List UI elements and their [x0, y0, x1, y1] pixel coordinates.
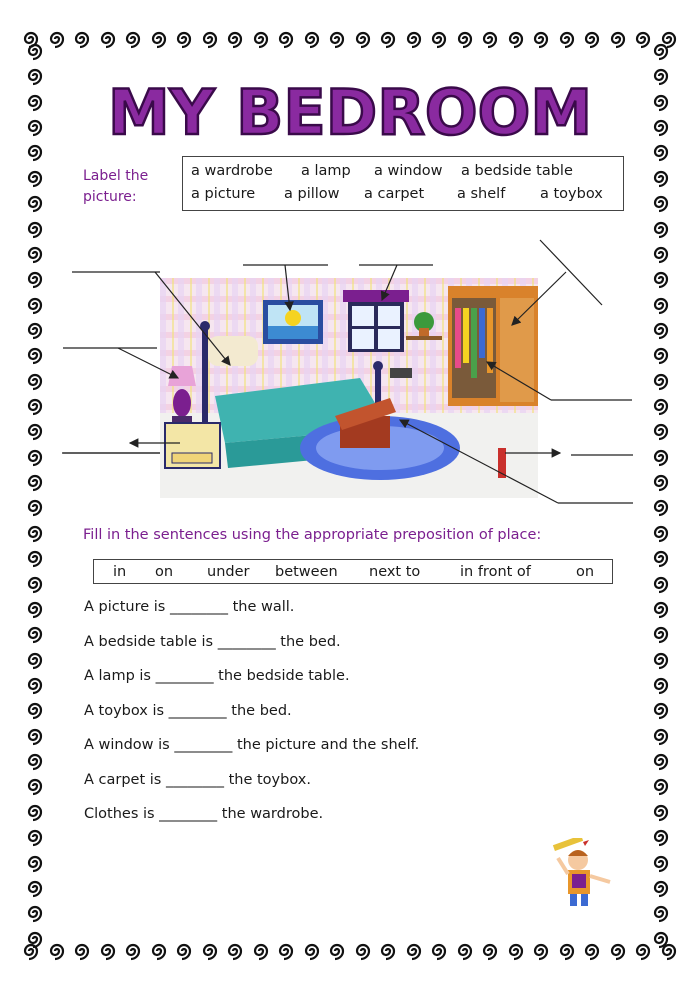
border-swirl-icon: [403, 28, 425, 54]
wall-picture: [263, 300, 323, 344]
page-border-left: [24, 40, 50, 950]
border-swirl-icon: [650, 218, 676, 240]
border-swirl-icon: [650, 852, 676, 874]
border-swirl-icon: [454, 28, 476, 54]
border-swirl-icon: [650, 471, 676, 493]
border-swirl-icon: [650, 420, 676, 442]
word-item: a wardrobe: [191, 163, 273, 179]
bedroom-illustration: [160, 278, 538, 498]
border-swirl-icon: [24, 40, 50, 62]
border-swirl-icon: [650, 598, 676, 620]
border-swirl-icon: [650, 775, 676, 797]
border-swirl-icon: [24, 801, 50, 823]
border-swirl-icon: [122, 940, 144, 966]
border-swirl-icon: [24, 725, 50, 747]
border-swirl-icon: [24, 598, 50, 620]
border-swirl-icon: [24, 623, 50, 645]
border-swirl-icon: [24, 65, 50, 87]
preposition-item: on: [576, 564, 595, 580]
border-swirl-icon: [24, 116, 50, 138]
border-swirl-icon: [199, 940, 221, 966]
border-swirl-icon: [650, 294, 676, 316]
border-swirl-icon: [556, 28, 578, 54]
border-swirl-icon: [607, 28, 629, 54]
student-clipart: [548, 838, 620, 908]
border-swirl-icon: [24, 446, 50, 468]
word-item: a picture: [191, 186, 256, 202]
border-swirl-icon: [24, 496, 50, 518]
border-swirl-icon: [650, 649, 676, 671]
border-swirl-icon: [24, 370, 50, 392]
word-bank: [182, 156, 624, 211]
preposition-item: under: [207, 564, 250, 580]
fill-instruction: Fill in the sentences using the appropriate preposition of place:: [83, 527, 542, 543]
border-swirl-icon: [24, 699, 50, 721]
border-swirl-icon: [24, 826, 50, 848]
preposition-item: next to: [369, 564, 421, 580]
border-swirl-icon: [428, 940, 450, 966]
border-swirl-icon: [530, 28, 552, 54]
page-border-right: [650, 40, 676, 950]
border-swirl-icon: [650, 547, 676, 569]
preposition-item: in front of: [460, 564, 531, 580]
border-swirl-icon: [377, 940, 399, 966]
border-swirl-icon: [224, 28, 246, 54]
word-item: a window: [374, 163, 443, 179]
border-swirl-icon: [403, 940, 425, 966]
border-swirl-icon: [24, 218, 50, 240]
border-swirl-icon: [97, 28, 119, 54]
border-swirl-icon: [24, 522, 50, 544]
border-swirl-icon: [275, 28, 297, 54]
border-swirl-icon: [650, 344, 676, 366]
border-swirl-icon: [650, 65, 676, 87]
border-swirl-icon: [122, 28, 144, 54]
border-swirl-icon: [301, 28, 323, 54]
border-swirl-icon: [352, 28, 374, 54]
border-swirl-icon: [650, 725, 676, 747]
border-swirl-icon: [24, 573, 50, 595]
border-swirl-icon: [24, 91, 50, 113]
window: [343, 290, 409, 352]
border-swirl-icon: [650, 395, 676, 417]
word-item: a lamp: [301, 163, 351, 179]
border-swirl-icon: [71, 28, 93, 54]
border-swirl-icon: [650, 91, 676, 113]
border-swirl-icon: [650, 826, 676, 848]
border-swirl-icon: [24, 674, 50, 696]
border-swirl-icon: [650, 801, 676, 823]
border-swirl-icon: [24, 928, 50, 950]
sentence-item: Clothes is ________ the wardrobe.: [84, 806, 324, 822]
label-instruction-line2: picture:: [83, 189, 137, 205]
word-item: a toybox: [540, 186, 603, 202]
border-swirl-icon: [650, 116, 676, 138]
label-instruction-line1: Label the: [83, 168, 149, 184]
border-swirl-icon: [24, 294, 50, 316]
page-border-top: [20, 28, 680, 54]
border-swirl-icon: [326, 28, 348, 54]
border-swirl-icon: [650, 928, 676, 950]
border-swirl-icon: [24, 344, 50, 366]
border-swirl-icon: [24, 192, 50, 214]
border-swirl-icon: [24, 395, 50, 417]
border-swirl-icon: [24, 167, 50, 189]
border-swirl-icon: [24, 243, 50, 265]
border-swirl-icon: [650, 268, 676, 290]
sentence-item: A picture is ________ the wall.: [84, 599, 295, 615]
border-swirl-icon: [71, 940, 93, 966]
border-swirl-icon: [24, 319, 50, 341]
border-swirl-icon: [377, 28, 399, 54]
sentence-item: A carpet is ________ the toybox.: [84, 772, 311, 788]
border-swirl-icon: [250, 940, 272, 966]
border-swirl-icon: [275, 940, 297, 966]
border-swirl-icon: [454, 940, 476, 966]
border-swirl-icon: [301, 940, 323, 966]
page-title: [80, 78, 620, 148]
border-swirl-icon: [607, 940, 629, 966]
border-swirl-icon: [97, 940, 119, 966]
border-swirl-icon: [148, 28, 170, 54]
border-swirl-icon: [650, 750, 676, 772]
border-swirl-icon: [24, 750, 50, 772]
label-instruction: [83, 166, 173, 208]
border-swirl-icon: [650, 877, 676, 899]
border-swirl-icon: [428, 28, 450, 54]
border-swirl-icon: [24, 471, 50, 493]
sentence-item: A toybox is ________ the bed.: [84, 703, 292, 719]
border-swirl-icon: [650, 446, 676, 468]
border-swirl-icon: [173, 28, 195, 54]
border-swirl-icon: [650, 370, 676, 392]
border-swirl-icon: [650, 623, 676, 645]
border-swirl-icon: [24, 775, 50, 797]
border-swirl-icon: [479, 940, 501, 966]
border-swirl-icon: [505, 28, 527, 54]
preposition-item: in: [113, 564, 127, 580]
border-swirl-icon: [250, 28, 272, 54]
preposition-item: on: [155, 564, 174, 580]
border-swirl-icon: [650, 319, 676, 341]
svg-text:MY BEDROOM: MY BEDROOM: [107, 78, 593, 148]
border-swirl-icon: [326, 940, 348, 966]
border-swirl-icon: [24, 649, 50, 671]
border-swirl-icon: [650, 40, 676, 62]
word-item: a bedside table: [461, 163, 573, 179]
border-swirl-icon: [581, 28, 603, 54]
border-swirl-icon: [173, 940, 195, 966]
border-swirl-icon: [650, 699, 676, 721]
sentence-item: A lamp is ________ the bedside table.: [84, 668, 350, 684]
border-swirl-icon: [24, 877, 50, 899]
border-swirl-icon: [24, 852, 50, 874]
border-swirl-icon: [650, 573, 676, 595]
border-swirl-icon: [479, 28, 501, 54]
word-item: a pillow: [284, 186, 340, 202]
border-swirl-icon: [24, 547, 50, 569]
border-swirl-icon: [650, 192, 676, 214]
border-swirl-icon: [530, 940, 552, 966]
border-swirl-icon: [24, 268, 50, 290]
sentence-item: A window is ________ the picture and the shelf.: [84, 737, 420, 753]
border-swirl-icon: [650, 674, 676, 696]
border-swirl-icon: [505, 940, 527, 966]
preposition-bank: [93, 559, 613, 584]
preposition-item: between: [275, 564, 338, 580]
border-swirl-icon: [650, 496, 676, 518]
border-swirl-icon: [650, 902, 676, 924]
border-swirl-icon: [581, 940, 603, 966]
page-border-bottom: [20, 940, 680, 966]
word-item: a carpet: [364, 186, 425, 202]
border-swirl-icon: [650, 141, 676, 163]
border-swirl-icon: [148, 940, 170, 966]
wardrobe: [448, 286, 538, 406]
border-swirl-icon: [556, 940, 578, 966]
border-swirl-icon: [650, 522, 676, 544]
border-swirl-icon: [24, 902, 50, 924]
border-swirl-icon: [650, 243, 676, 265]
border-swirl-icon: [352, 940, 374, 966]
word-item: a shelf: [457, 186, 506, 202]
border-swirl-icon: [199, 28, 221, 54]
border-swirl-icon: [24, 141, 50, 163]
border-swirl-icon: [24, 420, 50, 442]
sentence-item: A bedside table is ________ the bed.: [84, 634, 341, 650]
border-swirl-icon: [224, 940, 246, 966]
border-swirl-icon: [650, 167, 676, 189]
